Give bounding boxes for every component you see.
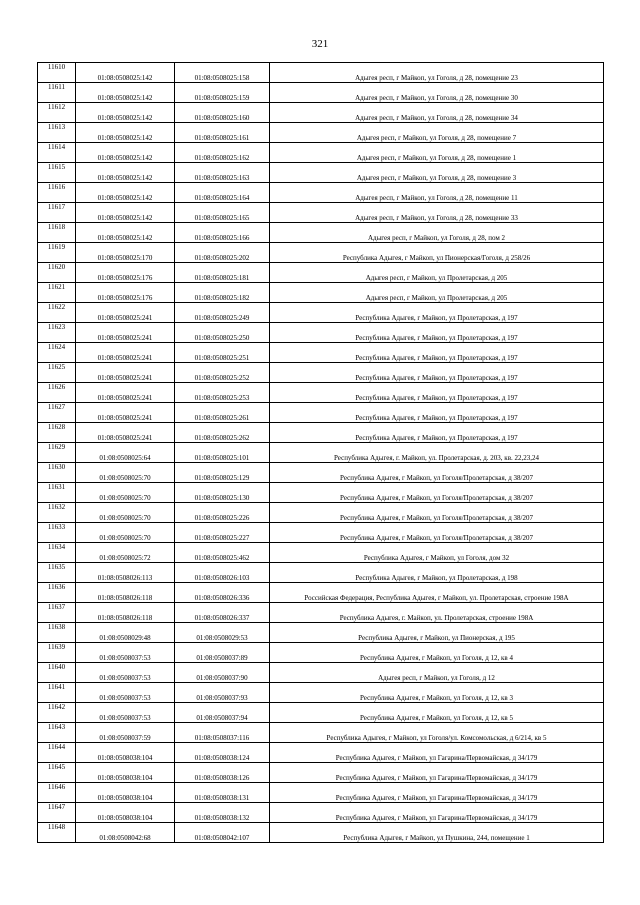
table-row xyxy=(38,363,604,383)
row-number-cell: 11627 xyxy=(38,403,76,423)
cadastral-number-cell: 01:08:0508026:103 xyxy=(175,563,270,583)
row-number-cell: 11628 xyxy=(38,423,76,443)
table-row xyxy=(38,103,604,123)
parent-cadastral-cell: 01:08:0508025:142 xyxy=(76,143,175,163)
parent-cadastral-cell: 01:08:0508025:142 xyxy=(76,63,175,83)
address-cell: Адыгея респ, г Майкоп, ул Гоголя, д 28, пом 2 xyxy=(270,223,604,243)
parent-cadastral-cell: 01:08:0508026:118 xyxy=(76,583,175,603)
table-row xyxy=(38,663,604,683)
address-cell: Адыгея респ, г Майкоп, ул Гоголя, д 28, помещение 23 xyxy=(270,63,604,83)
address-cell: Республика Адыгея, г Майкоп, ул Пионерская/Гоголя, д 258/26 xyxy=(270,243,604,263)
table-row xyxy=(38,483,604,503)
table-row xyxy=(38,143,604,163)
row-number-cell: 11622 xyxy=(38,303,76,323)
address-cell: Республика Адыгея, г Майкоп, ул Гоголя, дом 32 xyxy=(270,543,604,563)
parent-cadastral-cell: 01:08:0508026:113 xyxy=(76,563,175,583)
table-row xyxy=(38,403,604,423)
row-number-cell: 11648 xyxy=(38,823,76,843)
parent-cadastral-cell: 01:08:0508025:70 xyxy=(76,463,175,483)
row-number-cell: 11617 xyxy=(38,203,76,223)
table-row xyxy=(38,423,604,443)
row-number-cell: 11624 xyxy=(38,343,76,363)
address-cell: Республика Адыгея, г Майкоп, ул Гоголя, д 12, кв 5 xyxy=(270,703,604,723)
parent-cadastral-cell: 01:08:0508025:142 xyxy=(76,123,175,143)
cadastral-number-cell: 01:08:0508037:89 xyxy=(175,643,270,663)
parent-cadastral-cell: 01:08:0508025:170 xyxy=(76,243,175,263)
page-number: 321 xyxy=(311,38,329,50)
cadastral-number-cell: 01:08:0508037:90 xyxy=(175,663,270,683)
parent-cadastral-cell: 01:08:0508025:241 xyxy=(76,323,175,343)
cadastral-number-cell: 01:08:0508025:164 xyxy=(175,183,270,203)
registry-table xyxy=(37,62,604,843)
cadastral-number-cell: 01:08:0508025:158 xyxy=(175,63,270,83)
parent-cadastral-cell: 01:08:0508025:70 xyxy=(76,503,175,523)
table-row xyxy=(38,803,604,823)
cadastral-number-cell: 01:08:0508025:462 xyxy=(175,543,270,563)
address-cell: Республика Адыгея, г Майкоп, ул Гоголя/Пролетарская, д 38/207 xyxy=(270,463,604,483)
parent-cadastral-cell: 01:08:0508037:53 xyxy=(76,663,175,683)
parent-cadastral-cell: 01:08:0508025:142 xyxy=(76,163,175,183)
parent-cadastral-cell: 01:08:0508037:53 xyxy=(76,683,175,703)
cadastral-number-cell: 01:08:0508037:116 xyxy=(175,723,270,743)
parent-cadastral-cell: 01:08:0508025:64 xyxy=(76,443,175,463)
cadastral-number-cell: 01:08:0508025:160 xyxy=(175,103,270,123)
table-row xyxy=(38,283,604,303)
cadastral-number-cell: 01:08:0508025:163 xyxy=(175,163,270,183)
table-row xyxy=(38,823,604,843)
table-row xyxy=(38,643,604,663)
parent-cadastral-cell: 01:08:0508025:72 xyxy=(76,543,175,563)
address-cell: Республика Адыгея, г Майкоп, ул Гоголя/Пролетарская, д 38/207 xyxy=(270,483,604,503)
address-cell: Республика Адыгея, г Майкоп, ул Пролетарская, д 198 xyxy=(270,563,604,583)
address-cell: Адыгея респ, г Майкоп, ул Пролетарская, д 205 xyxy=(270,283,604,303)
address-cell: Российская Федерация, Республика Адыгея, г Майкоп, ул. Пролетарская, строение 198А xyxy=(270,583,604,603)
address-cell: Адыгея респ, г Майкоп, ул Гоголя, д 28, помещение 7 xyxy=(270,123,604,143)
table-row xyxy=(38,443,604,463)
row-number-cell: 11615 xyxy=(38,163,76,183)
row-number-cell: 11644 xyxy=(38,743,76,763)
cadastral-number-cell: 01:08:0508025:130 xyxy=(175,483,270,503)
row-number-cell: 11610 xyxy=(38,63,76,83)
address-cell: Республика Адыгея, г Майкоп, ул Пролетарская, д 197 xyxy=(270,323,604,343)
table-row xyxy=(38,623,604,643)
table-row xyxy=(38,63,604,83)
parent-cadastral-cell: 01:08:0508029:48 xyxy=(76,623,175,643)
cadastral-number-cell: 01:08:0508025:165 xyxy=(175,203,270,223)
table-row xyxy=(38,83,604,103)
cadastral-number-cell: 01:08:0508025:226 xyxy=(175,503,270,523)
cadastral-number-cell: 01:08:0508025:261 xyxy=(175,403,270,423)
row-number-cell: 11645 xyxy=(38,763,76,783)
cadastral-number-cell: 01:08:0508026:337 xyxy=(175,603,270,623)
table-row xyxy=(38,263,604,283)
cadastral-number-cell: 01:08:0508026:336 xyxy=(175,583,270,603)
row-number-cell: 11634 xyxy=(38,543,76,563)
address-cell: Республика Адыгея, г Майкоп, ул Пролетарская, д 197 xyxy=(270,303,604,323)
cadastral-number-cell: 01:08:0508025:253 xyxy=(175,383,270,403)
row-number-cell: 11620 xyxy=(38,263,76,283)
table-row xyxy=(38,183,604,203)
row-number-cell: 11625 xyxy=(38,363,76,383)
address-cell: Адыгея респ, г Майкоп, ул Гоголя, д 28, помещение 1 xyxy=(270,143,604,163)
row-number-cell: 11632 xyxy=(38,503,76,523)
address-cell: Адыгея респ, г Майкоп, ул Пролетарская, д 205 xyxy=(270,263,604,283)
cadastral-number-cell: 01:08:0508025:251 xyxy=(175,343,270,363)
cadastral-number-cell: 01:08:0508025:101 xyxy=(175,443,270,463)
row-number-cell: 11616 xyxy=(38,183,76,203)
cadastral-number-cell: 01:08:0508025:250 xyxy=(175,323,270,343)
parent-cadastral-cell: 01:08:0508038:104 xyxy=(76,743,175,763)
parent-cadastral-cell: 01:08:0508038:104 xyxy=(76,803,175,823)
parent-cadastral-cell: 01:08:0508025:70 xyxy=(76,483,175,503)
row-number-cell: 11630 xyxy=(38,463,76,483)
address-cell: Республика Адыгея, г Майкоп, ул Пролетарская, д 197 xyxy=(270,363,604,383)
cadastral-number-cell: 01:08:0508025:252 xyxy=(175,363,270,383)
table-row xyxy=(38,503,604,523)
address-cell: Адыгея респ, г Майкоп, ул Гоголя, д 28, помещение 33 xyxy=(270,203,604,223)
row-number-cell: 11646 xyxy=(38,783,76,803)
cadastral-number-cell: 01:08:0508025:182 xyxy=(175,283,270,303)
cadastral-number-cell: 01:08:0508037:93 xyxy=(175,683,270,703)
row-number-cell: 11614 xyxy=(38,143,76,163)
row-number-cell: 11636 xyxy=(38,583,76,603)
table-row xyxy=(38,723,604,743)
table-row xyxy=(38,243,604,263)
row-number-cell: 11643 xyxy=(38,723,76,743)
address-cell: Республика Адыгея, г Майкоп, ул Гоголя/ул. Комсомольская, д 6/214, кв 5 xyxy=(270,723,604,743)
table-row xyxy=(38,703,604,723)
row-number-cell: 11633 xyxy=(38,523,76,543)
address-cell: Республика Адыгея, г Майкоп, ул Гагарина/Первомайская, д 34/179 xyxy=(270,763,604,783)
parent-cadastral-cell: 01:08:0508025:142 xyxy=(76,203,175,223)
row-number-cell: 11637 xyxy=(38,603,76,623)
parent-cadastral-cell: 01:08:0508025:142 xyxy=(76,103,175,123)
table-row xyxy=(38,743,604,763)
row-number-cell: 11642 xyxy=(38,703,76,723)
cadastral-number-cell: 01:08:0508038:131 xyxy=(175,783,270,803)
address-cell: Республика Адыгея, г Майкоп, ул Пролетарская, д 197 xyxy=(270,423,604,443)
parent-cadastral-cell: 01:08:0508025:142 xyxy=(76,83,175,103)
table-row xyxy=(38,683,604,703)
table-row xyxy=(38,343,604,363)
table-row xyxy=(38,523,604,543)
row-number-cell: 11612 xyxy=(38,103,76,123)
table-row xyxy=(38,783,604,803)
address-cell: Республика Адыгея, г Майкоп, ул Пролетарская, д 197 xyxy=(270,403,604,423)
address-cell: Республика Адыгея, г Майкоп, ул Гоголя/Пролетарская, д 38/207 xyxy=(270,503,604,523)
parent-cadastral-cell: 01:08:0508037:53 xyxy=(76,643,175,663)
address-cell: Республика Адыгея, г Майкоп, ул Пионерская, д 195 xyxy=(270,623,604,643)
row-number-cell: 11635 xyxy=(38,563,76,583)
parent-cadastral-cell: 01:08:0508026:118 xyxy=(76,603,175,623)
address-cell: Республика Адыгея, г. Майкоп, ул. Пролетарская, д. 203, кв. 22,23,24 xyxy=(270,443,604,463)
row-number-cell: 11623 xyxy=(38,323,76,343)
address-cell: Республика Адыгея, г Майкоп, ул Пушкина, 244, помещение 1 xyxy=(270,823,604,843)
table-row xyxy=(38,323,604,343)
cadastral-number-cell: 01:08:0508025:262 xyxy=(175,423,270,443)
cadastral-number-cell: 01:08:0508025:159 xyxy=(175,83,270,103)
cadastral-number-cell: 01:08:0508025:249 xyxy=(175,303,270,323)
address-cell: Республика Адыгея, г. Майкоп, ул. Пролетарская, строение 198А xyxy=(270,603,604,623)
parent-cadastral-cell: 01:08:0508042:68 xyxy=(76,823,175,843)
table-row xyxy=(38,383,604,403)
table-row xyxy=(38,583,604,603)
table-row xyxy=(38,223,604,243)
table-row xyxy=(38,463,604,483)
table-row xyxy=(38,163,604,183)
address-cell: Адыгея респ, г Майкоп, ул Гоголя, д 12 xyxy=(270,663,604,683)
table-row xyxy=(38,203,604,223)
parent-cadastral-cell: 01:08:0508025:176 xyxy=(76,283,175,303)
parent-cadastral-cell: 01:08:0508025:142 xyxy=(76,223,175,243)
cadastral-number-cell: 01:08:0508025:181 xyxy=(175,263,270,283)
cadastral-number-cell: 01:08:0508025:162 xyxy=(175,143,270,163)
parent-cadastral-cell: 01:08:0508025:241 xyxy=(76,423,175,443)
address-cell: Адыгея респ, г Майкоп, ул Гоголя, д 28, помещение 11 xyxy=(270,183,604,203)
address-cell: Республика Адыгея, г Майкоп, ул Гоголя, д 12, кв 4 xyxy=(270,643,604,663)
parent-cadastral-cell: 01:08:0508025:241 xyxy=(76,303,175,323)
cadastral-number-cell: 01:08:0508025:202 xyxy=(175,243,270,263)
parent-cadastral-cell: 01:08:0508037:53 xyxy=(76,703,175,723)
row-number-cell: 11647 xyxy=(38,803,76,823)
row-number-cell: 11639 xyxy=(38,643,76,663)
parent-cadastral-cell: 01:08:0508038:104 xyxy=(76,763,175,783)
address-cell: Адыгея респ, г Майкоп, ул Гоголя, д 28, помещение 34 xyxy=(270,103,604,123)
parent-cadastral-cell: 01:08:0508025:70 xyxy=(76,523,175,543)
row-number-cell: 11631 xyxy=(38,483,76,503)
cadastral-number-cell: 01:08:0508037:94 xyxy=(175,703,270,723)
address-cell: Республика Адыгея, г Майкоп, ул Гагарина/Первомайская, д 34/179 xyxy=(270,743,604,763)
address-cell: Республика Адыгея, г Майкоп, ул Пролетарская, д 197 xyxy=(270,383,604,403)
address-cell: Республика Адыгея, г Майкоп, ул Гоголя/Пролетарская, д 38/207 xyxy=(270,523,604,543)
parent-cadastral-cell: 01:08:0508025:241 xyxy=(76,343,175,363)
cadastral-number-cell: 01:08:0508025:129 xyxy=(175,463,270,483)
parent-cadastral-cell: 01:08:0508025:142 xyxy=(76,183,175,203)
cadastral-number-cell: 01:08:0508038:124 xyxy=(175,743,270,763)
parent-cadastral-cell: 01:08:0508025:241 xyxy=(76,363,175,383)
table-row xyxy=(38,303,604,323)
row-number-cell: 11626 xyxy=(38,383,76,403)
cadastral-number-cell: 01:08:0508025:161 xyxy=(175,123,270,143)
table-row xyxy=(38,123,604,143)
address-cell: Республика Адыгея, г Майкоп, ул Гагарина/Первомайская, д 34/179 xyxy=(270,803,604,823)
cadastral-number-cell: 01:08:0508025:166 xyxy=(175,223,270,243)
registry-table-body xyxy=(38,63,604,843)
row-number-cell: 11611 xyxy=(38,83,76,103)
parent-cadastral-cell: 01:08:0508038:104 xyxy=(76,783,175,803)
row-number-cell: 11629 xyxy=(38,443,76,463)
cadastral-number-cell: 01:08:0508038:132 xyxy=(175,803,270,823)
address-cell: Адыгея респ, г Майкоп, ул Гоголя, д 28, помещение 30 xyxy=(270,83,604,103)
table-row xyxy=(38,543,604,563)
cadastral-number-cell: 01:08:0508042:107 xyxy=(175,823,270,843)
address-cell: Республика Адыгея, г Майкоп, ул Гагарина/Первомайская, д 34/179 xyxy=(270,783,604,803)
cadastral-number-cell: 01:08:0508029:53 xyxy=(175,623,270,643)
row-number-cell: 11613 xyxy=(38,123,76,143)
parent-cadastral-cell: 01:08:0508025:241 xyxy=(76,383,175,403)
table-row xyxy=(38,563,604,583)
row-number-cell: 11641 xyxy=(38,683,76,703)
row-number-cell: 11618 xyxy=(38,223,76,243)
row-number-cell: 11638 xyxy=(38,623,76,643)
table-row xyxy=(38,603,604,623)
cadastral-number-cell: 01:08:0508038:126 xyxy=(175,763,270,783)
address-cell: Адыгея респ, г Майкоп, ул Гоголя, д 28, помещение 3 xyxy=(270,163,604,183)
address-cell: Республика Адыгея, г Майкоп, ул Гоголя, д 12, кв 3 xyxy=(270,683,604,703)
row-number-cell: 11619 xyxy=(38,243,76,263)
parent-cadastral-cell: 01:08:0508025:241 xyxy=(76,403,175,423)
address-cell: Республика Адыгея, г Майкоп, ул Пролетарская, д 197 xyxy=(270,343,604,363)
table-row xyxy=(38,763,604,783)
row-number-cell: 11640 xyxy=(38,663,76,683)
row-number-cell: 11621 xyxy=(38,283,76,303)
parent-cadastral-cell: 01:08:0508037:59 xyxy=(76,723,175,743)
cadastral-number-cell: 01:08:0508025:227 xyxy=(175,523,270,543)
parent-cadastral-cell: 01:08:0508025:176 xyxy=(76,263,175,283)
